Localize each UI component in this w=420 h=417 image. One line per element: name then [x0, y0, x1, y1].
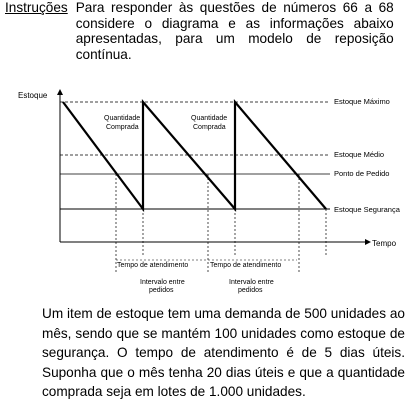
instructions-label: Instruções: [5, 0, 68, 15]
label-max-stock: Estoque Máximo: [334, 97, 390, 106]
label-safety-stock: Estoque Segurança: [334, 205, 400, 214]
interval-label-2b: pedidos: [238, 287, 263, 294]
problem-paragraph: Um item de estoque tem uma demanda de 500 unidades ao mês, sendo que se mantém 100 unidades como estoque de segurança. O tempo de atendimento é de 5 dias úteis. Suponha que o mês tenha 20 dias úteis e que a quantidade comprada seja em lotes de 1.000 unidades.: [42, 306, 405, 400]
lead-time-label-1: Tempo de atendimento: [117, 262, 189, 269]
label-reorder-point: Ponto de Pedido: [334, 169, 390, 178]
interval-label-2a: Intervalo entre: [229, 279, 274, 286]
interval-label-1a: Intervalo entre: [140, 279, 185, 286]
order-quantity-label-2a: Quantidade: [191, 115, 228, 122]
x-axis-label: Tempo: [372, 239, 397, 248]
interval-label-1b: pedidos: [149, 287, 174, 294]
lead-time-label-2: Tempo de atendimento: [210, 262, 282, 269]
order-quantity-label-1a: Quantidade: [104, 115, 141, 122]
label-mean-stock: Estoque Médio: [334, 150, 385, 159]
y-axis-label: Estoque: [18, 91, 48, 100]
order-quantity-label-2b: Comprada: [193, 124, 226, 131]
order-quantity-label-1b: Comprada: [106, 124, 139, 131]
inventory-diagram: [0, 78, 420, 300]
instructions-text: Para responder às questões de números 66 a 68 considere o diagrama e as informações abaixo apresentadas, para um modelo de reposição contínua.: [75, 0, 394, 62]
instructions-block: [5, 0, 417, 62]
